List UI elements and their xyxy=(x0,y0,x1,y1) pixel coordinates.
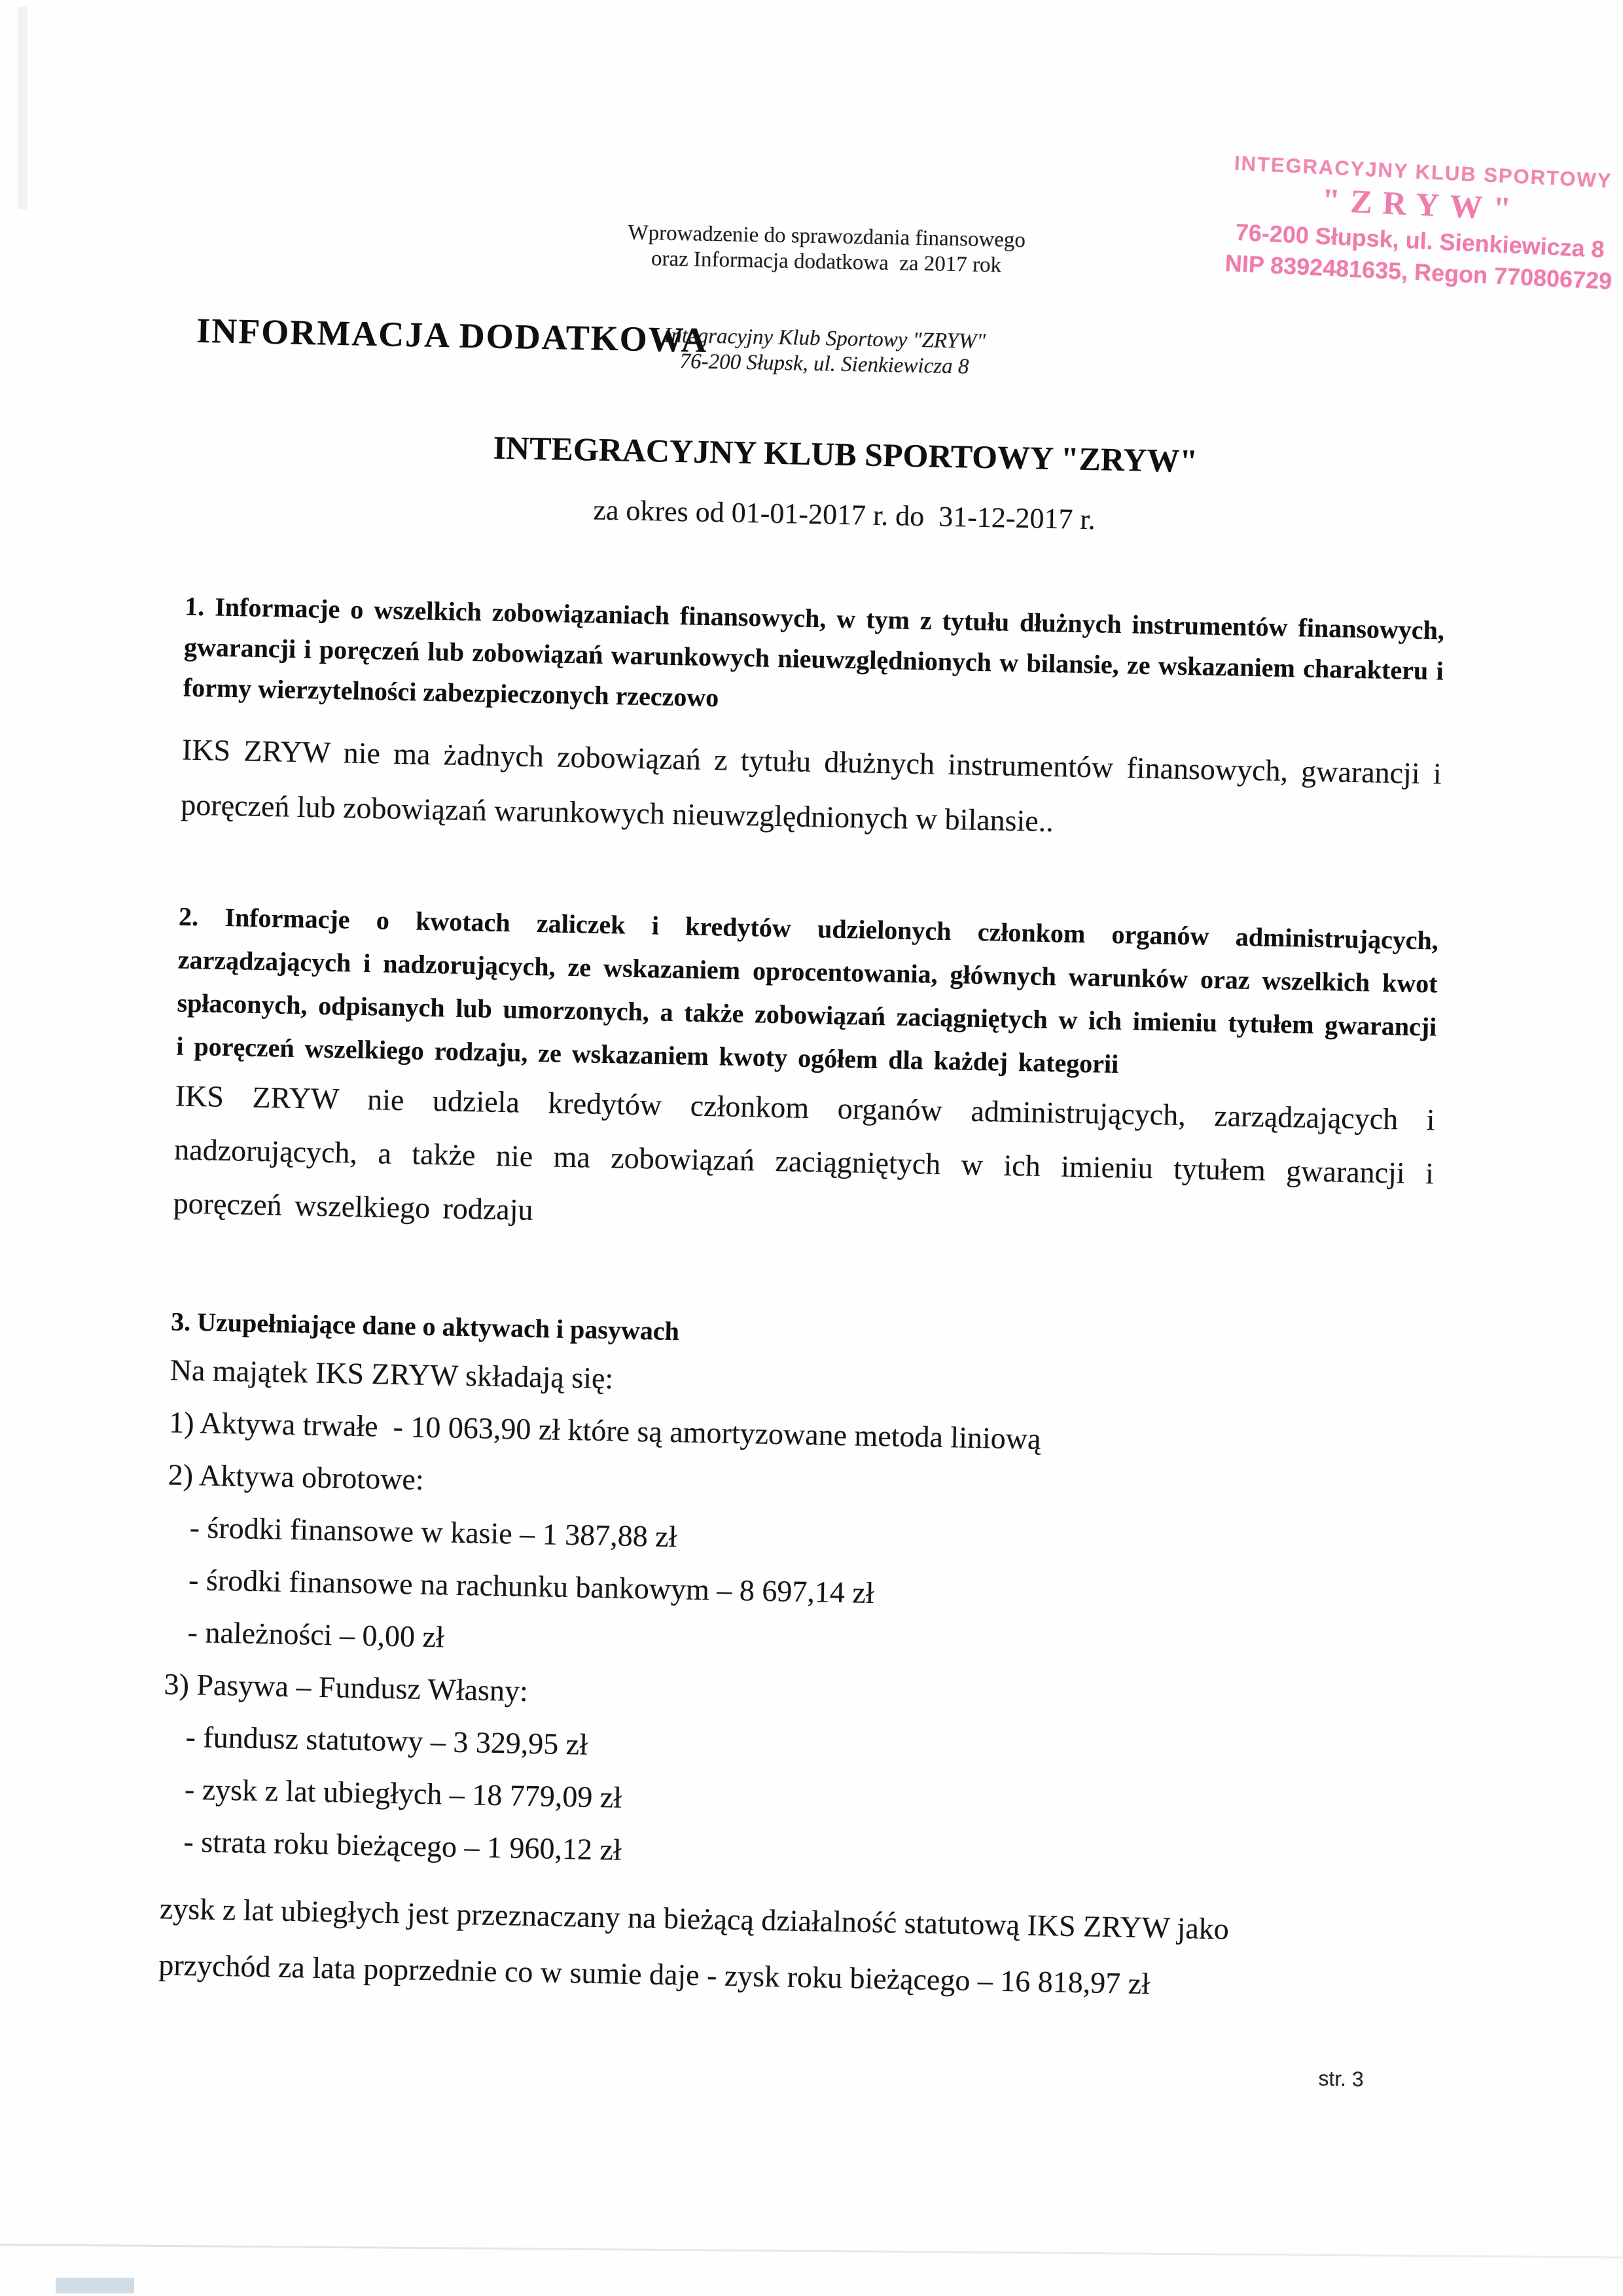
section-2-body: IKS ZRYW nie udziela kredytów członkom organów administrujących, zarządzających i nadzorujących, a także nie ma zobowiązań zaciągniętych w ich imieniu tytułem gwarancji i poręczeń wszelkiego rodzaju xyxy=(173,1079,1436,1227)
section-3-heading: 3. Uzupełniające dane o aktywach i pasywach xyxy=(170,1306,680,1346)
main-heading: INFORMACJA DODATKOWA xyxy=(196,310,709,360)
page-number: str. 3 xyxy=(1318,2066,1364,2091)
scan-streak-artifact xyxy=(18,7,27,209)
section-1-heading: 1. Informacje o wszelkich zobowiązaniach finansowych, w tym z tytułu dłużnych instrumentów finansowych, gwarancji i poręczeń lub zobowiązań warunkowych nieuwzględnionych w bilansie, ze wskazaniem charakteru i formy wierzytelności zabezpieczonych rzeczowo xyxy=(183,591,1445,713)
stamp-ids-line: NIP 8392481635, Regon 770806729 xyxy=(1224,249,1613,295)
stamp-org-line: INTEGRACYJNY KLUB SPORTOWY xyxy=(1234,151,1613,192)
document-title: INTEGRACYJNY KLUB SPORTOWY "ZRYW" xyxy=(493,429,1198,480)
stamp-address-line: 76-200 Słupsk, ul. Sienkiewicza 8 xyxy=(1235,218,1605,263)
header-note-italic: Integracyjny Klub Sportowy "ZRYW" 76-200 Słupsk, ul. Sienkiewicza 8 xyxy=(664,323,986,379)
header-note-regular: Wprowadzenie do sprawozdania finansowego oraz Informacja dodatkowa za 2017 rok xyxy=(628,221,1026,278)
section-3-list: Na majątek IKS ZRYW składają się: 1) Aktywa trwałe - 10 063,90 zł które są amortyzowane metoda liniową 2) Aktywa obrotowe: - środki finansowe w kasie – 1 387,88 zł - środki finansowe na rachunku bankowym – 8 697,14 zł - należności – 0,00 zł 3) Pasywa – Fundusz Własny: - fundusz statutowy – 3 329,95 zł - zysk z lat ubiegłych – 18 779,09 zł - strata roku bieżącego – 1 960,12 zł xyxy=(160,1353,1041,1867)
stamp-name-line: "ZRYW" xyxy=(1321,181,1523,228)
header-note xyxy=(594,169,1057,433)
document-period: za okres od 01-01-2017 r. do 31-12-2017 r. xyxy=(593,493,1096,536)
section-1-body: IKS ZRYW nie ma żadnych zobowiązań z tytułu dłużnych instrumentów finansowych, gwarancji i poręczeń lub zobowiązań warunkowych nieuwzględnionych w bilansie.. xyxy=(180,732,1442,838)
section-3-closing: zysk z lat ubiegłych jest przeznaczany na bieżącą działalność statutową IKS ZRYW jako przychód za lata poprzednie co w sumie daje - zysk roku bieżącego – 16 818,97 zł xyxy=(158,1892,1230,2001)
section-2-heading: 2. Informacje o kwotach zaliczek i kredytów udzielonych członkom organów administrujących, zarządzających i nadzorujących, ze wskazaniem oprocentowania, głównych warunków oraz wszelkich kwot spłaconych, odpisanych lub umorzonych, a także zobowiązań zaciągniętych w ich imieniu tytułem gwarancji i poręczeń wszelkiego rodzaju, ze wskazaniem kwoty ogółem dla każdej kategorii xyxy=(175,901,1439,1079)
scan-corner-mark-artifact xyxy=(56,2278,134,2293)
stamp xyxy=(1222,151,1620,295)
